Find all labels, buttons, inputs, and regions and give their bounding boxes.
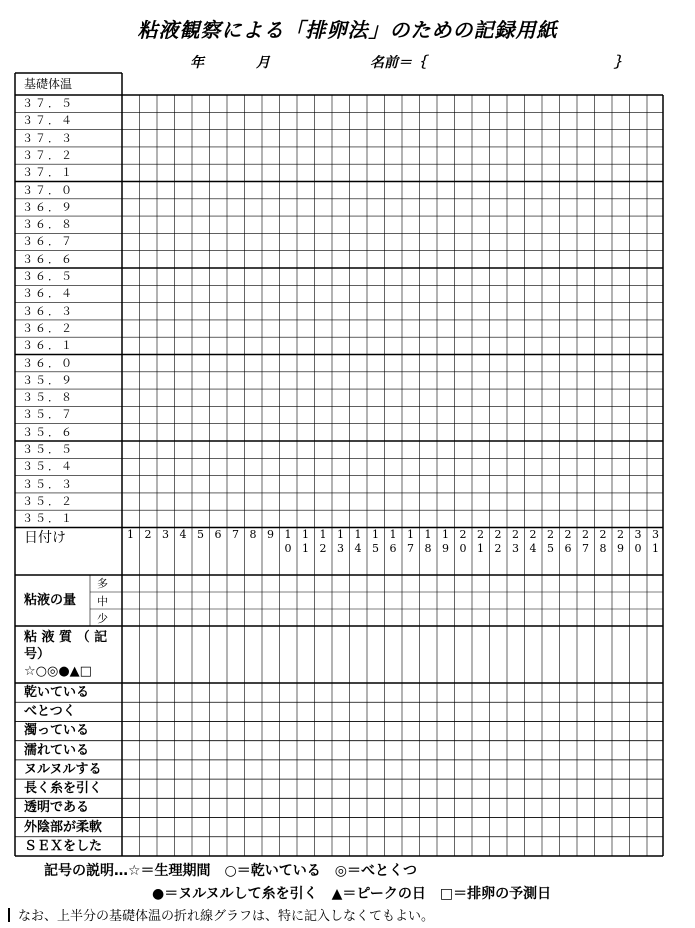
temp-header: 基礎体温 [24,77,73,91]
day-digit: 8 [249,528,257,541]
day-number [350,528,367,556]
day-digit: 3 [652,528,659,541]
day-digit: 1 [302,528,309,541]
day-number [192,528,209,542]
day-digit: 0 [284,542,292,555]
day-digit: 2 [512,528,519,541]
temp-label: ３６．３ [22,304,74,318]
day-number [595,528,612,556]
temp-label: ３５．９ [22,373,74,387]
date-label: 日付け [24,530,66,546]
quality-label-line2: 号） [24,647,51,662]
day-digit: 6 [214,528,222,541]
observation-label: 乾いている [24,685,90,700]
name-close: ｝ [614,55,628,71]
day-digit: 1 [652,542,659,555]
temp-label: ３６．１ [22,339,74,353]
temp-label: ３５．３ [22,477,74,491]
day-digit: 2 [582,528,589,541]
day-number [507,528,524,556]
day-number [332,528,349,556]
day-digit: 3 [634,528,642,541]
observation-label: ＳＥＸをした [24,838,103,854]
day-digit: 2 [319,542,327,555]
observation-label: 濡れている [24,742,90,758]
temp-label: ３６．０ [22,356,74,370]
day-digit: 1 [284,528,292,541]
footnote [8,905,434,924]
day-digit: 4 [179,528,187,541]
day-number [122,528,139,542]
year-label: 年 [190,55,204,71]
day-digit: 9 [267,528,274,541]
temp-label: ３６．４ [22,287,74,301]
day-digit: 4 [354,542,362,555]
day-digit: 1 [424,528,432,541]
temp-label: ３６．２ [22,321,74,335]
day-number [175,528,192,542]
day-digit: 3 [512,542,519,555]
day-number [612,528,629,556]
day-number [472,528,489,556]
day-digit: 2 [617,528,624,541]
day-digit: 2 [529,528,537,541]
day-number [245,528,262,542]
day-digit: 1 [477,542,484,555]
day-digit: 4 [529,542,537,555]
day-digit: 1 [319,528,327,541]
temp-label: ３５．５ [22,443,74,456]
amount-label: 粘液の量 [24,593,77,608]
legend-line2: ●＝ヌルヌルして糸を引く ▲＝ピークの日 □＝排卵の予測日 [152,886,552,902]
legend-line1: 記号の説明…☆＝生理期間 ○＝乾いている ◎＝べとくつ [44,863,417,879]
day-digit: 1 [442,528,449,541]
observation-label: 外陰部が柔軟 [24,819,103,835]
temp-label: ３７．５ [22,97,74,110]
day-digit: 7 [232,528,239,541]
day-number [402,528,419,556]
temp-label: ３５．４ [22,460,74,474]
day-digit: 1 [127,528,134,541]
day-digit: 0 [459,542,467,555]
day-number [437,528,454,556]
temp-label: ３６．９ [22,200,74,214]
name-label: 名前＝｛ [370,55,426,71]
temp-label: ３７．３ [22,131,74,145]
day-number [140,528,157,542]
quality-symbols: ☆○◎●▲□ [24,664,92,679]
temp-label: ３６．５ [22,270,74,283]
day-digit: 5 [197,528,204,541]
temp-label: ３６．８ [22,218,74,232]
day-digit: 1 [389,528,397,541]
day-digit: 1 [302,542,309,555]
day-number [385,528,402,556]
day-digit: 2 [144,528,152,541]
day-digit: 1 [337,528,344,541]
observation-label: 濁っている [24,723,90,739]
day-digit: 8 [599,542,607,555]
day-number [367,528,384,556]
day-number [455,528,472,556]
day-number [525,528,542,556]
day-number [315,528,332,556]
day-number [647,528,664,556]
day-number [577,528,594,556]
temp-label: ３６．７ [22,235,74,249]
day-number [262,528,279,542]
day-digit: 1 [407,528,414,541]
temp-label: ３７．４ [22,114,74,128]
observation-label: 長く糸を引く [24,781,103,797]
quality-label-line1: 粘 液 質 （ 記 [24,630,108,645]
day-digit: 2 [564,528,572,541]
day-number [227,528,244,542]
amount-level-high: 多 [97,577,108,590]
day-digit: 6 [389,542,397,555]
amount-level-mid: 中 [97,595,108,608]
observation-label: べとつく [24,704,76,720]
amount-level-low: 少 [97,612,108,625]
day-digit: 5 [547,542,554,555]
day-digit: 3 [337,542,344,555]
day-digit: 5 [372,542,379,555]
day-digit: 6 [564,542,572,555]
temp-label: ３６．６ [22,252,74,266]
day-digit: 2 [494,542,502,555]
temp-label: ３７．２ [22,148,74,162]
day-number [297,528,314,556]
temp-label: ３５．１ [22,512,74,526]
day-number [420,528,437,556]
day-digit: 9 [442,542,449,555]
temp-label: ３７．１ [22,166,74,180]
day-digit: 1 [354,528,362,541]
observation-label: 透明である [24,800,90,816]
month-label: 月 [256,55,270,71]
day-digit: 0 [634,542,642,555]
day-number [280,528,297,556]
day-digit: 9 [617,542,624,555]
page-title: 粘液観察による「排卵法」のための記録用紙 [137,18,558,42]
day-digit: 2 [599,528,607,541]
day-digit: 3 [162,528,169,541]
day-digit: 1 [372,528,379,541]
note-text: なお、上半分の基礎体温の折れ線グラフは、特に記入しなくてもよい。 [18,909,435,924]
day-digit: 8 [424,542,432,555]
day-digit: 2 [494,528,502,541]
day-number [630,528,647,556]
day-digit: 7 [582,542,589,555]
observation-label: ヌルヌルする [24,761,102,777]
day-number [210,528,227,542]
day-number [542,528,559,556]
day-number [490,528,507,556]
temp-label: ３５．７ [22,408,74,422]
day-number [157,528,174,542]
temp-label: ３７．０ [22,183,74,197]
temp-label: ３５．２ [22,494,74,508]
temp-label: ３５．６ [22,425,74,439]
day-digit: 7 [407,542,414,555]
day-digit: 2 [459,528,467,541]
day-digit: 2 [547,528,554,541]
note-marker [8,908,10,922]
temp-label: ３５．８ [22,391,74,405]
day-digit: 2 [477,528,484,541]
day-number [560,528,577,556]
